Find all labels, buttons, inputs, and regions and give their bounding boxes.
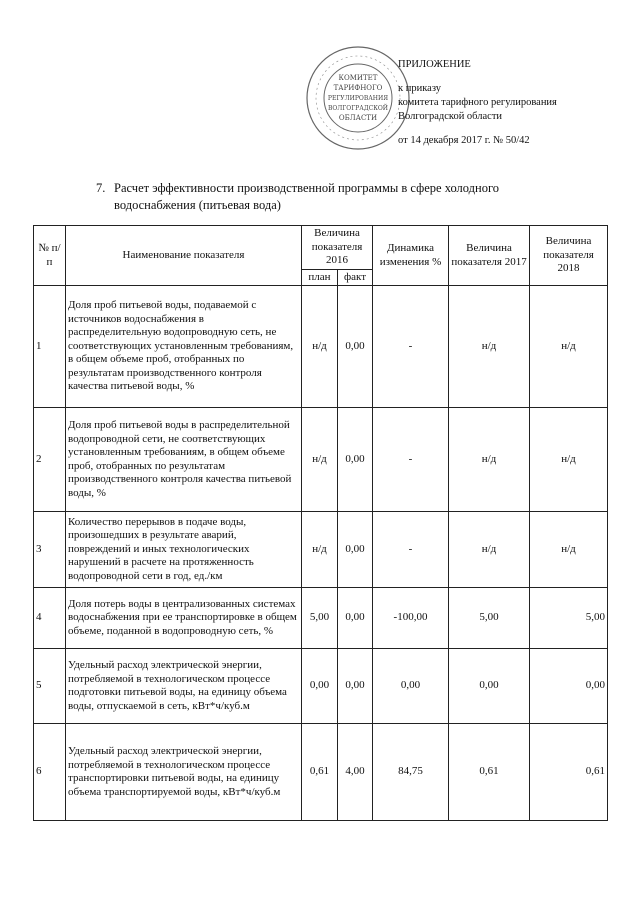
row-plan: н/д [302, 286, 338, 408]
row-dynamics: 84,75 [373, 724, 449, 821]
efficiency-table [33, 225, 608, 821]
table-row [34, 724, 608, 821]
row-fact: 0,00 [338, 649, 373, 724]
row-name: Доля потерь воды в централизованных системах водоснабжения при ее транспортировке в общем объеме, поданной в водопроводную сеть, % [66, 588, 302, 649]
header-name: Наименование показателя [66, 226, 302, 286]
stamp-line-1: ТАРИФНОГО [333, 84, 383, 92]
appendix-title: ПРИЛОЖЕНИЕ [398, 59, 471, 70]
header-dynamics: Динамика изменения % [373, 226, 449, 286]
header-value-2017: Величина показателя 2017 [449, 226, 530, 286]
section-number: 7. [96, 181, 106, 195]
table-row [34, 286, 608, 408]
order-date: от 14 декабря 2017 г. № 50/42 [398, 135, 530, 146]
row-name: Количество перерывов в подаче воды, произошедших в результате аварий, повреждений и иных технологических нарушений в расчете на протяженность водопроводной сети в год, ед./км [66, 512, 302, 588]
row-name: Удельный расход электрической энергии, потребляемой в технологическом процессе транспортировки питьевой воды, на единицу объема транспортируемой воды, кВт*ч/куб.м [66, 724, 302, 821]
row-name: Доля проб питьевой воды в распределительной водопроводной сети, не соответствующих установленным требованиям, в общем объеме проб, отобранных по результатам производственного контроля качества питьевой воды, % [66, 408, 302, 512]
row-num: 6 [34, 724, 66, 821]
header-value-2018: Величина показателя 2018 [530, 226, 608, 286]
row-fact: 4,00 [338, 724, 373, 821]
row-num: 5 [34, 649, 66, 724]
row-num: 4 [34, 588, 66, 649]
section-title-line-1: Расчет эффективности производственной программы в сфере холодного [114, 181, 500, 195]
row-plan: 0,00 [302, 649, 338, 724]
section-title-line-2: водоснабжения (питьевая вода) [114, 198, 281, 212]
row-value-2018: 5,00 [530, 588, 608, 649]
row-fact: 0,00 [338, 512, 373, 588]
appendix-header [398, 58, 557, 148]
row-fact: 0,00 [338, 286, 373, 408]
row-value-2018: 0,00 [530, 649, 608, 724]
row-value-2017: н/д [449, 286, 530, 408]
header-fact: факт [338, 269, 373, 286]
order-line-2: комитета тарифного регулирования [398, 97, 557, 108]
row-fact: 0,00 [338, 588, 373, 649]
stamp-line-0: КОМИТЕТ [338, 74, 378, 82]
header-num: № п/п [34, 226, 66, 286]
row-num: 1 [34, 286, 66, 408]
row-dynamics: -100,00 [373, 588, 449, 649]
order-line-1: к приказу [398, 83, 441, 94]
row-plan: 0,61 [302, 724, 338, 821]
table-row [34, 649, 608, 724]
stamp-line-3: ВОЛГОГРАДСКОЙ [327, 105, 389, 112]
row-value-2017: 5,00 [449, 588, 530, 649]
row-num: 2 [34, 408, 66, 512]
row-plan: н/д [302, 408, 338, 512]
row-plan: н/д [302, 512, 338, 588]
row-plan: 5,00 [302, 588, 338, 649]
table-row [34, 588, 608, 649]
table-row [34, 512, 608, 588]
row-value-2017: н/д [449, 512, 530, 588]
row-dynamics: - [373, 408, 449, 512]
row-value-2018: н/д [530, 286, 608, 408]
row-value-2018: н/д [530, 408, 608, 512]
row-dynamics: 0,00 [373, 649, 449, 724]
row-fact: 0,00 [338, 408, 373, 512]
row-dynamics: - [373, 512, 449, 588]
row-dynamics: - [373, 286, 449, 408]
header-plan: план [302, 269, 338, 286]
row-value-2018: 0,61 [530, 724, 608, 821]
stamp-line-2: РЕГУЛИРОВАНИЯ [327, 95, 389, 102]
row-num: 3 [34, 512, 66, 588]
table-row [34, 408, 608, 512]
row-name: Доля проб питьевой воды, подаваемой с источников водоснабжения в распределительную водопроводную сеть, не соответствующих установленным требованиям, в общем объеме проб, отобранных по результатам производственного контроля качества питьевой воды, % [66, 286, 302, 408]
stamp-line-4: ОБЛАСТИ [338, 114, 378, 122]
row-value-2017: н/д [449, 408, 530, 512]
row-value-2018: н/д [530, 512, 608, 588]
order-line-3: Волгоградской области [398, 111, 503, 122]
row-value-2017: 0,61 [449, 724, 530, 821]
row-name: Удельный расход электрической энергии, потребляемой в технологическом процессе подготовки питьевой воды, на единицу объема воды, отпускаемой в сеть, кВт*ч/куб.м [66, 649, 302, 724]
row-value-2017: 0,00 [449, 649, 530, 724]
header-value-2016: Величина показателя 2016 [302, 226, 373, 270]
section-heading [96, 180, 566, 214]
official-stamp [304, 44, 412, 152]
